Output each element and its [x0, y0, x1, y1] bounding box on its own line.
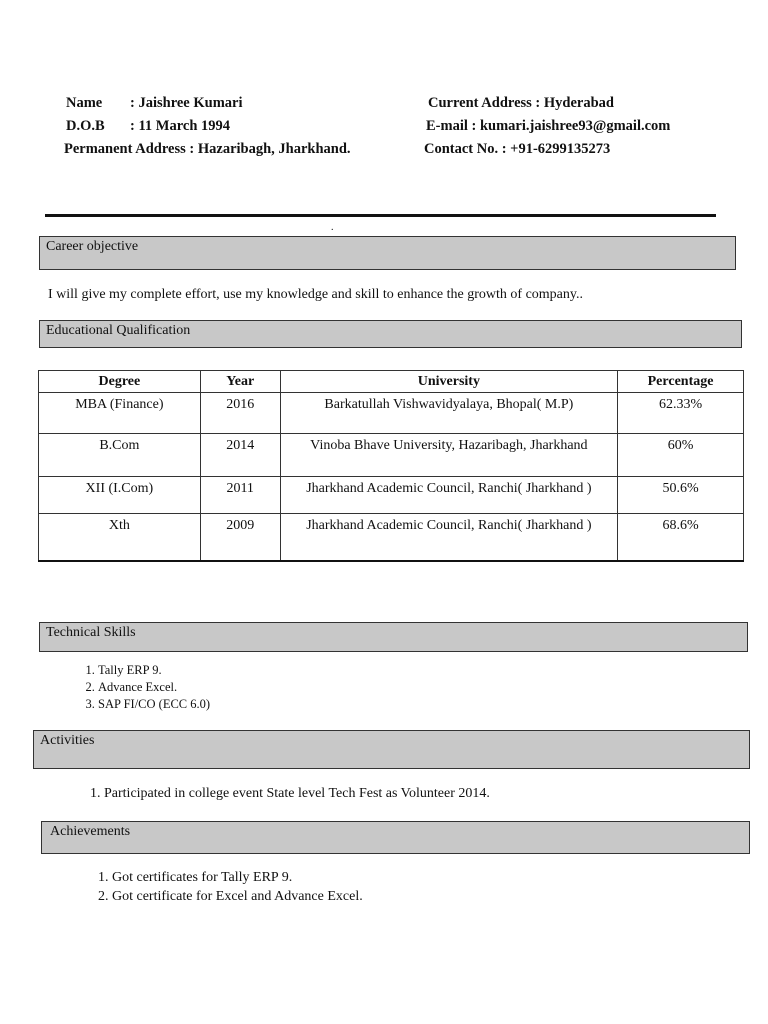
career-objective-text: I will give my complete effort, use my knowledge and skill to enhance the growth of company.. — [48, 287, 583, 302]
col-year: Year — [200, 371, 280, 393]
col-percentage: Percentage — [618, 371, 744, 393]
cell-university: Vinoba Bhave University, Hazaribagh, Jharkhand — [280, 434, 617, 477]
achievements-list — [90, 868, 363, 906]
table-row — [39, 514, 744, 562]
cell-degree: Xth — [39, 514, 201, 562]
list-item: 1. Tally ERP 9. — [98, 662, 210, 679]
name-value: : Jaishree Kumari — [130, 95, 243, 111]
email: E-mail : kumari.jaishree93@gmail.com — [426, 118, 671, 134]
table-header-row — [39, 371, 744, 393]
current-address: Current Address : Hyderabad — [428, 95, 614, 111]
cell-percentage: 62.33% — [618, 393, 744, 434]
cell-degree: MBA (Finance) — [39, 393, 201, 434]
cell-year: 2016 — [200, 393, 280, 434]
activity-item: 1. Participated in college event State level Tech Fest as Volunteer 2014. — [90, 786, 490, 801]
list-item: 1. Got certificates for Tally ERP 9. — [112, 868, 363, 887]
cell-degree: XII (I.Com) — [39, 477, 201, 514]
technical-skills-list — [78, 662, 210, 713]
dob-label: D.O.B — [66, 118, 105, 134]
table-row — [39, 434, 744, 477]
table-row — [39, 393, 744, 434]
separator-dot: . — [331, 222, 334, 233]
cell-degree: B.Com — [39, 434, 201, 477]
cell-university: Jharkhand Academic Council, Ranchi( Jharkhand ) — [280, 477, 617, 514]
cell-percentage: 68.6% — [618, 514, 744, 562]
cell-year: 2011 — [200, 477, 280, 514]
table-row — [39, 477, 744, 514]
career-objective-heading: Career objective — [39, 236, 736, 270]
list-item: 2. Advance Excel. — [98, 679, 210, 696]
achievements-heading: Achievements — [41, 821, 750, 854]
name-label: Name — [66, 95, 103, 111]
cell-university: Barkatullah Vishwavidyalaya, Bhopal( M.P) — [280, 393, 617, 434]
list-item: 3. SAP FI/CO (ECC 6.0) — [98, 696, 210, 713]
cell-percentage: 50.6% — [618, 477, 744, 514]
dob-row — [66, 118, 230, 135]
activities-heading: Activities — [33, 730, 750, 769]
col-degree: Degree — [39, 371, 201, 393]
name-row — [66, 95, 243, 112]
contact-number: Contact No. : +91-6299135273 — [424, 141, 611, 157]
cell-year: 2014 — [200, 434, 280, 477]
col-university: University — [280, 371, 617, 393]
education-heading: Educational Qualification — [39, 320, 742, 348]
permanent-address: Permanent Address : Hazaribagh, Jharkhand. — [64, 141, 351, 157]
cell-university: Jharkhand Academic Council, Ranchi( Jharkhand ) — [280, 514, 617, 562]
education-table — [38, 370, 744, 562]
list-item: 2. Got certificate for Excel and Advance Excel. — [112, 887, 363, 906]
cell-year: 2009 — [200, 514, 280, 562]
technical-skills-heading: Technical Skills — [39, 622, 748, 652]
dob-value: : 11 March 1994 — [130, 118, 231, 134]
header-divider — [45, 214, 716, 217]
cell-percentage: 60% — [618, 434, 744, 477]
